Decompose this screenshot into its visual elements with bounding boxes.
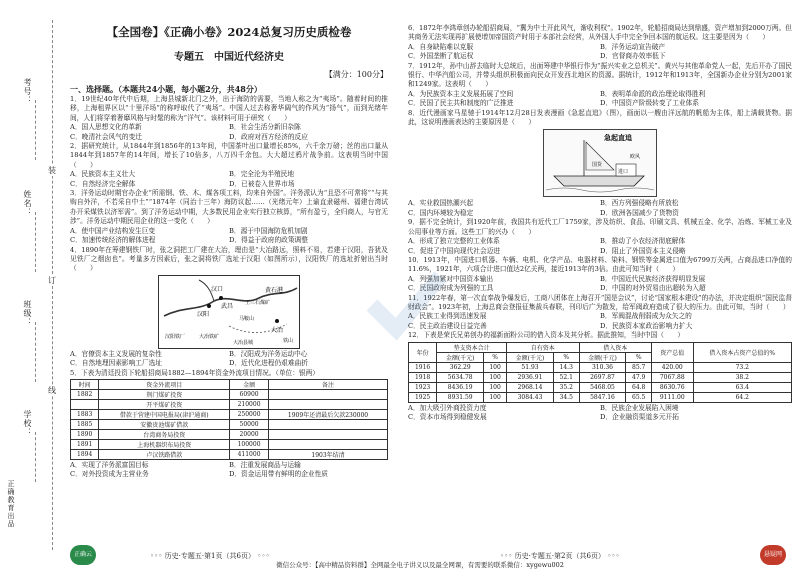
page-1-content [70, 24, 388, 480]
map-dot [275, 319, 279, 323]
exam-subtitle: 专题五 中国近代经济史 [174, 52, 284, 63]
cartoon-label: 国货 [592, 162, 603, 169]
map-dot [219, 296, 223, 300]
option-c[interactable]: C．民国了民主共和制度的广泛推进 [408, 99, 514, 108]
cut-word-ding: 订 [48, 276, 56, 285]
fill-line [35, 100, 36, 160]
cut-word-xian: 线 [48, 386, 56, 395]
table-header: 年份 [409, 342, 437, 362]
map-label: 王三石煤矿 [245, 299, 271, 306]
option-c[interactable]: C．外国垄断了航运权 [408, 52, 474, 61]
option-a[interactable]: A．形成了独立完整的工业体系 [408, 237, 500, 246]
option-d[interactable]: D．民族资本家政治影响力扩大 [600, 321, 693, 330]
table-row [71, 409, 388, 419]
question-10: 10．1913年，中国进口机器、车辆、电机、化学产品、电器材料、染料、钢铁等金属进口值为6799万关两，占商品进口净值的11.6%，1921年，六项合计进口值达2亿关两，接近1913年的3倍。由此可知当时（ ） [408, 255, 792, 274]
question-11: 11．1922年春，第一次直奉战争爆发后，工商八团体在上海召开“国是会议”，讨论“国家根本建设”的办法，并决定组织“国民监督财政会”。1923年初，上海总商会登报征集裁兵春联，刊印后广为散发，给军阀政府造成了很大的压力。由此可知，当时（ ） [408, 293, 792, 311]
table-cell: 50000 [230, 419, 269, 429]
table-cell: 310.36 [579, 362, 626, 372]
table-cell: 100 [484, 392, 507, 402]
question-7-options [408, 90, 792, 109]
fill-line [35, 432, 36, 482]
option-c[interactable]: C．晚清社会风气的变迁 [70, 132, 142, 141]
option-b[interactable]: B．推动了小农经济彻底解体 [600, 237, 686, 246]
table-cell: 上海机器织布局投资 [99, 439, 230, 449]
table-row [71, 429, 388, 439]
legend-label: 汉阳铁厂 [165, 333, 186, 340]
page-2 [400, 0, 800, 569]
binding-margin [0, 0, 70, 569]
table-cell: 5847.16 [579, 392, 626, 402]
table-cell: 34.5 [553, 392, 579, 402]
table-cell: 8436.19 [437, 382, 484, 392]
option-d[interactable]: D．中国资产阶级转变了工业体系 [600, 99, 699, 108]
table-cell: 1916 [409, 362, 437, 372]
legend-label: 大冶铁矿 [199, 333, 220, 340]
binding-label-exam-no: 考号： [23, 78, 32, 105]
option-b[interactable]: B．社会生活分新旧杂陈 [229, 123, 301, 132]
option-a[interactable]: A．实现了洋务派富国目标 [70, 460, 149, 469]
table-cell: 8931.59 [437, 392, 484, 402]
option-d[interactable]: D．资金运用带有鲜明的企业性质 [229, 470, 328, 479]
option-b[interactable]: B．完全沦为半殖民地 [229, 170, 295, 179]
question-5: 5．下表为清廷投资下轮船招商局1882—1894年资金外流项目情况。（单位：银两） [70, 368, 319, 377]
table-cell: 8630.76 [651, 382, 693, 392]
fill-line [35, 322, 36, 382]
option-d[interactable]: D．近代化进程仍艰难曲折 [229, 359, 308, 368]
table-cell: 1882 [71, 389, 99, 399]
option-d[interactable]: D．得益于政府的政策调整 [229, 236, 308, 245]
map-svg [159, 276, 299, 348]
question-12: 12．下表是荣氏兄弟创办的福新面粉公司的借入资本及其分析。据此推知，当时中国（ ） [408, 331, 685, 340]
question-1: 1．19世纪40年代中后期，上海县城新北门之外，出于海防的需要，当地人称之为“夷场”。随着时间的推移，上海租界区以“十里洋场”的称呼取代了“夷场”。中国人过去称奢华阔气的作风为“扬气”，而到光绪年间，人们将穿着奢靡风格与时髦的称为“洋气”。该材料可用于研究（ ） [70, 95, 388, 122]
wechat-banner: 微信公众号：【高中精品资料群】全网最全电子讲义以及最全网课，有需要的联系微信：xygewu002 [276, 561, 564, 569]
full-score: 【满分：100分】 [324, 70, 388, 79]
page-2-footer: ◦◦◦ 历史·专题五·第2页（共6页） ◦◦◦ [500, 552, 620, 560]
table-cell: 100 [484, 362, 507, 372]
table-cell: 20000 [230, 429, 269, 439]
cartoon-title: 急起直追 [604, 133, 632, 143]
table-cell: 210000 [230, 399, 269, 409]
question-2: 2．据研究统计，从1844年到1856年的13年间，中国茶叶出口量增长85%，六千余万磅；丝的出口量从1844年到1857年的14年间，增长了10倍多，八万四千余包。大大超过鸦片战争前。这表明当时中国（ ） [70, 142, 388, 169]
q5-table-body [71, 389, 388, 459]
table-cell [269, 429, 388, 439]
table-header-row [409, 342, 792, 352]
option-b[interactable]: B．军阀混战削弱成为众矢之的 [600, 312, 692, 321]
table-cell [71, 399, 99, 409]
table-cell: 60900 [230, 389, 269, 399]
table-cell: 14.3 [553, 362, 579, 372]
map-label: 黄石港 [265, 286, 284, 294]
waves [546, 188, 654, 192]
table-cell: 借款于营建中国电报局(津沪通商) [99, 409, 230, 419]
map-label: 汉阳 [197, 310, 210, 318]
question-10-options [408, 275, 792, 294]
option-c[interactable]: C．加速传统经济的解体进程 [70, 236, 156, 245]
table-cell: 250000 [230, 409, 269, 419]
binding-label-name: 姓名： [23, 190, 32, 217]
option-b[interactable]: B．洋务运动宣告破产 [600, 42, 666, 51]
option-b[interactable]: B．注重发展商品与运输 [229, 460, 301, 469]
publisher-label: 正确教育出品 [7, 480, 15, 528]
page-1-footer: ◦◦◦ 历史·专题五·第1页（共6页） ◦◦◦ [150, 552, 270, 560]
table-cell: 1918 [409, 372, 437, 382]
q12-table-body [409, 362, 792, 402]
table-row [71, 389, 388, 399]
table-cell: 51.93 [507, 362, 554, 372]
table-cell: 100000 [230, 439, 269, 449]
option-a[interactable]: A．实业救国热潮兴起 [408, 199, 474, 208]
question-7: 7．1912年，孙中山辞去临时大总统后，出面筹建中华银行作为“振兴实业之总机关”。黄兴与其他革命党人一起，先后开办了国民银行、中华汽船公司，并带头组织积极面向民众开发西北地区的资源。据统计，1912年和1913年，全国新办企业分别为2001家和1249家。这表明（ ） [408, 61, 792, 89]
table-cell: 5468.05 [579, 382, 626, 392]
question-6: 6．1872年李鸿章创办轮船招商局，“冀为中土开此风气，渐收利权”。1902年，轮船招商局达到鼎盛，资产增加到2000万两。但其商务无法实现再扩展使增加帝国资产时用于本部社会经营，从外国人手中完全争回本国的航运权。这主要是因为（ ） [408, 24, 792, 42]
section-heading: 一、选择题。（本题共24小题，每小题2分，共48分） [70, 84, 262, 94]
table-header: 时间 [71, 379, 99, 389]
option-b[interactable]: B．表明革命派的政治理论取得胜利 [600, 89, 706, 98]
table-cell: 420.00 [651, 362, 693, 372]
option-a[interactable]: A．为民族资本主义发展拓展了空间 [408, 89, 514, 98]
question-9-options [408, 237, 792, 256]
question-1-options [70, 123, 388, 142]
table-header: 金额 [230, 379, 269, 389]
table-row [71, 419, 388, 429]
table-cell: 1925 [409, 392, 437, 402]
question-6-options [408, 43, 792, 62]
question-11-options [408, 312, 792, 331]
map-label: 铁山 [283, 337, 294, 344]
table-subheader: % [626, 352, 652, 362]
table-cell: 1885 [71, 419, 99, 429]
map-dot [207, 304, 211, 308]
table-cell: 荆门煤矿投资 [99, 389, 230, 399]
table-cell: 38.2 [693, 372, 792, 382]
table-cell: 2936.91 [507, 372, 554, 382]
table-cell [269, 399, 388, 409]
table-cell: 1890 [71, 429, 99, 439]
table-cell: 35.2 [553, 382, 579, 392]
table-cell [269, 419, 388, 429]
option-b[interactable]: B．汉阳成为洋务运动中心 [229, 349, 308, 358]
table-subheader: % [484, 352, 507, 362]
option-d[interactable]: D．政府对西方经济的反应 [229, 132, 308, 141]
table-header: 借入资本占资产总值的% [693, 342, 792, 362]
table-header: 资金外流项目 [99, 379, 230, 389]
question-3: 3．洋务运动时期官办企业“所需钢、铁、木、煤各项工料，均来自外国”。洋务派认为“且恐不可常将”“与其购自外洋，不若采自中土”“1874年（同治十三年）海防议起……（光绪元年）上谕直隶磁州、福建台湾试办开采煤铁以济军需”。到了洋务运动中期，大多数民用企业实行独立核算，“所有盈亏，全归商人，与官无涉”。洋务运动中期民用企业的这一变化（ ） [70, 189, 388, 226]
table-cell: 1894 [71, 449, 99, 459]
table-cell [269, 389, 388, 399]
option-a[interactable]: A．民族工业得到迅速发展 [408, 312, 487, 321]
table-cell: 开平煤矿投资 [99, 399, 230, 409]
table-cell: 65.5 [626, 392, 652, 402]
option-c[interactable]: C．国内环境较为稳定 [408, 208, 474, 217]
table-cell: 63.4 [693, 382, 792, 392]
table-row [71, 399, 388, 409]
map-label: 武昌 [221, 302, 234, 310]
table-cell: 3084.43 [507, 392, 554, 402]
boat-hull [554, 176, 644, 186]
option-a[interactable]: A．使中国产业结构发生巨变 [70, 226, 156, 235]
binding-label-class: 班级： [23, 300, 32, 327]
question-8-options [408, 199, 792, 218]
question-4: 4．1890年在筹建钢铁厂时，张之洞把工厂建在大冶，理由是“大冶路远，照料不易，若建于汉阳，吾犹及见铁厂之烟囱也”。考量多方因素后，张之洞将铁厂选址于汉阳（如图所示），汉阳铁厂的选址折射出当时（ ） [70, 245, 388, 273]
option-d[interactable]: D．欧洲各国减少了货物资 [600, 208, 679, 217]
option-c[interactable]: C．促进了中国向现代社会迈进 [408, 246, 501, 255]
cartoon-label: 欧风 [630, 154, 641, 161]
exam-title: 【全国卷】《正确小卷》2024总复习历史质检卷 [106, 25, 352, 39]
cartoon-label: 进口 [618, 169, 629, 176]
q5-table [70, 379, 388, 460]
table-cell: 64.8 [626, 382, 652, 392]
cartoon-image [543, 129, 657, 197]
table-row [71, 439, 388, 449]
watermark-check [372, 276, 440, 329]
fill-line [35, 212, 36, 272]
table-subheader: 金额(千元) [579, 352, 626, 362]
legend-label: 大冶县城 [233, 339, 254, 346]
hanyang-map [158, 275, 300, 349]
publisher-logo: 正确云 [70, 545, 96, 565]
table-cell: 47.9 [626, 372, 652, 382]
question-8: 8．近代漫画家马星驰于1914年12月28日发表漫画《急起直追》（图），画面以一艘由洋远航的帆船为主体，船上满载货物。据此，这说明漫画表达的主要原因是（ ） [408, 108, 792, 127]
table-header-row [71, 379, 388, 389]
page-2-content [408, 24, 792, 422]
option-a[interactable]: A．国人思想文化的革新 [70, 123, 142, 132]
question-2-options [70, 170, 388, 189]
table-cell: 1923 [409, 382, 437, 392]
question-4-options [70, 350, 388, 369]
table-cell: 7067.88 [651, 372, 693, 382]
option-b[interactable]: B．西方列强侵略有所放松 [600, 199, 679, 208]
cut-word-zhuang: 装 [48, 166, 56, 175]
table-header: 自有资本 [507, 342, 579, 352]
publisher-logo-right: 悬疑网 [760, 545, 786, 565]
watermark-icon [350, 250, 460, 360]
table-cell: 卢汉铁路借款 [99, 449, 230, 459]
option-c[interactable]: C．资本市场得到稳健发展 [408, 412, 487, 421]
table-subheader: % [553, 352, 579, 362]
option-b[interactable]: B．源于中国海防危机加剧 [229, 226, 308, 235]
table-cell: 1909年还清最后欠款230000 [269, 409, 388, 419]
question-3-options [70, 227, 388, 246]
option-c[interactable]: C．对外投资成为主营业务 [70, 470, 149, 479]
table-header: 垫支资本合计 [437, 342, 507, 352]
table-cell: 安徽贵池煤矿借款 [99, 419, 230, 429]
table-cell: 5634.78 [437, 372, 484, 382]
option-b[interactable]: B．中国近代民族经济获得明显发展 [600, 274, 706, 283]
map-label: 马鞍山 [239, 315, 255, 322]
table-subheader: 金额(千元) [507, 352, 554, 362]
option-d[interactable]: D．企业融资渠道多元开拓 [600, 412, 679, 421]
table-cell: 2697.87 [579, 372, 626, 382]
table-cell: 362.29 [437, 362, 484, 372]
option-d[interactable]: D．已被卷入世界市场 [229, 179, 295, 188]
table-header: 备注 [269, 379, 388, 389]
table-cell: 1891 [71, 439, 99, 449]
option-a[interactable]: A．自身缺陷难以克服 [408, 42, 474, 51]
table-cell: 411000 [230, 449, 269, 459]
option-a[interactable]: A．官僚资本主义发展的复杂性 [70, 349, 162, 358]
table-cell: 9111.00 [651, 392, 693, 402]
q12-table [408, 342, 792, 403]
table-cell: 100 [484, 382, 507, 392]
option-a[interactable]: A．列强加紧对中国资本输出 [408, 274, 494, 283]
option-a[interactable]: A．加大吸引外商投资力度 [408, 403, 487, 412]
table-row [71, 449, 388, 459]
table-cell: 2968.14 [507, 382, 554, 392]
table-cell: 73.2 [693, 362, 792, 372]
option-d[interactable]: D．中国的对外贸易由出超转为入超 [600, 284, 706, 293]
map-label: 汉口 [211, 285, 224, 293]
table-subheader: 金额(千元) [437, 352, 484, 362]
table-cell: 1883 [71, 409, 99, 419]
table-cell: 台湾商务局投资 [99, 429, 230, 439]
option-c[interactable]: C．自然地理因素影响工厂选址 [70, 359, 163, 368]
table-header: 借入资本 [579, 342, 651, 352]
option-c[interactable]: C．民国政府成为列强的工具 [408, 284, 494, 293]
binding-label-school: 学校： [23, 410, 32, 437]
table-cell: 64.2 [693, 392, 792, 402]
table-row [409, 392, 792, 402]
map-label: 大冶 [271, 326, 284, 334]
table-cell: 52.1 [553, 372, 579, 382]
table-cell: 100 [484, 372, 507, 382]
option-a[interactable]: A．民族资本主义壮大 [70, 170, 136, 179]
option-d[interactable]: D．官督商办效率低下 [600, 52, 666, 61]
option-c[interactable]: C．自然经济完全解体 [70, 179, 136, 188]
table-header: 资产总值 [651, 342, 693, 362]
table-row [409, 372, 792, 382]
table-cell [269, 439, 388, 449]
table-row [409, 382, 792, 392]
table-cell: 85.7 [626, 362, 652, 372]
cartoon-svg [544, 130, 656, 196]
question-12-options [408, 404, 792, 423]
question-5-options [70, 461, 388, 480]
option-c[interactable]: C．民主政治建设日益完善 [408, 321, 487, 330]
question-9: 9．据不完全统计，到1920年前，我国共有近代工厂1759家，涉及纺织、食品、印刷文具、机械五金、化学、冶炼、军械工业及公用事业等方面。这些工厂的兴办（ ） [408, 218, 792, 236]
table-row [409, 362, 792, 372]
table-cell: 1903年结清 [269, 449, 388, 459]
option-d[interactable]: D．阻止了外国资本主义侵略 [600, 246, 686, 255]
option-b[interactable]: B．民族企业发展陷入困境 [600, 403, 679, 412]
